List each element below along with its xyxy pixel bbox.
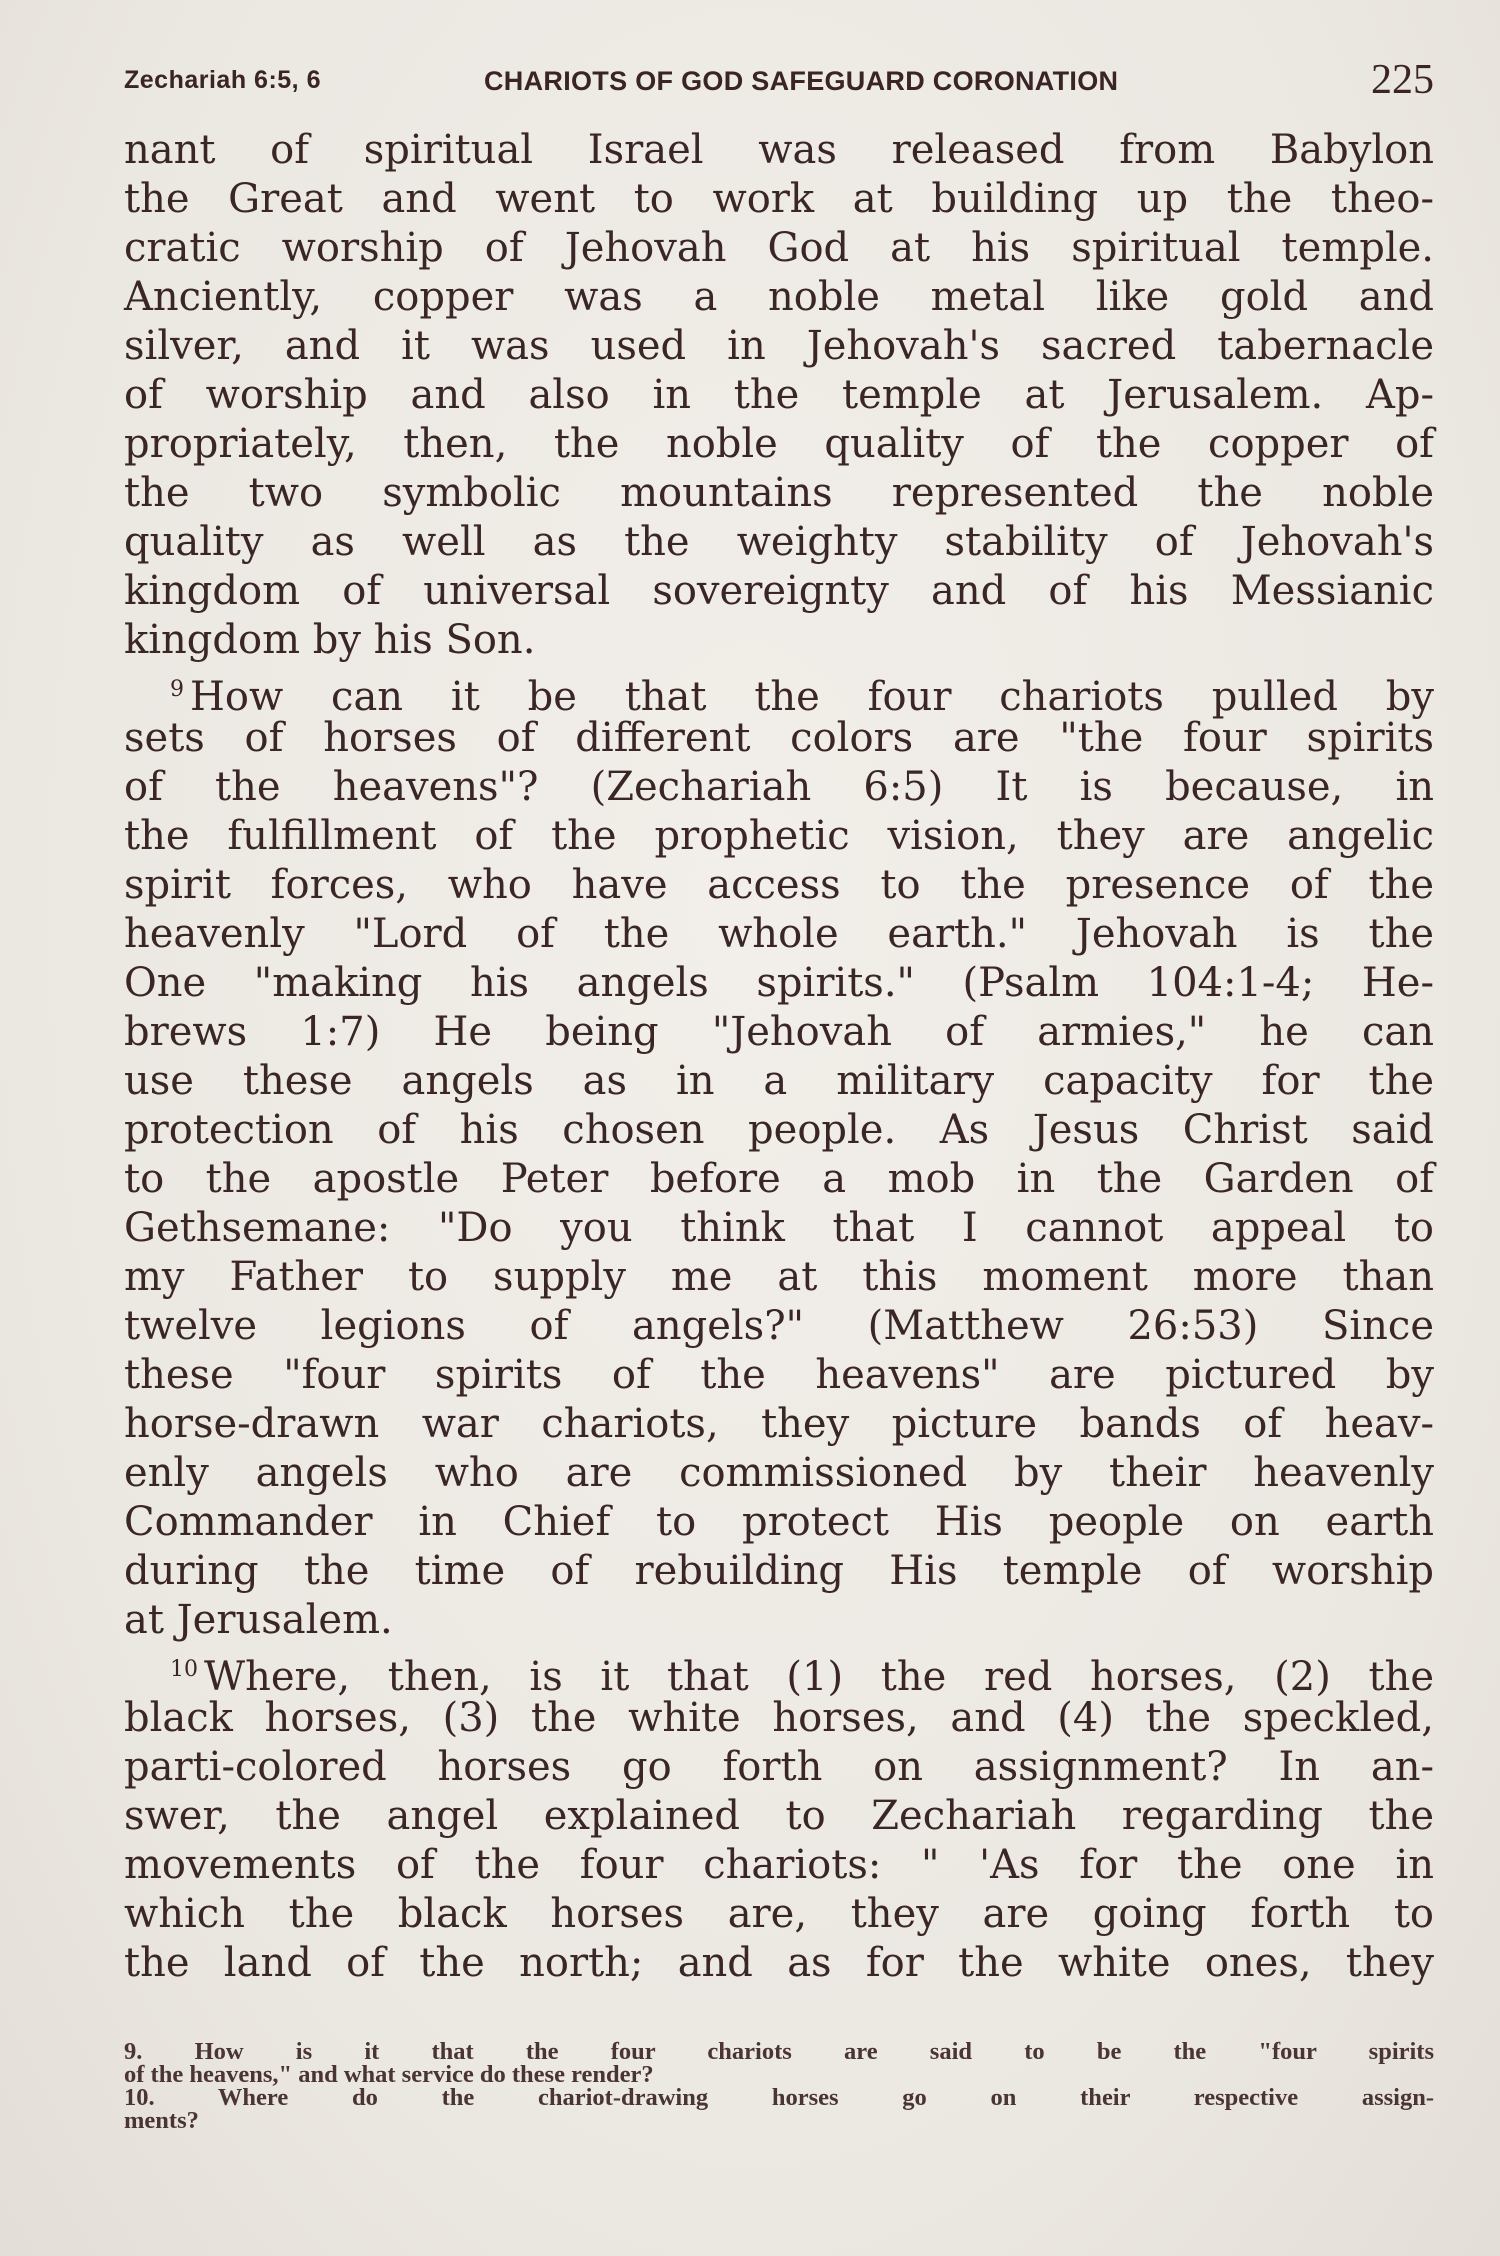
header-title: CHARIOTS OF GOD SAFEGUARD CORONATION xyxy=(484,66,1119,96)
body-line: Commander in Chief to protect His people on earth xyxy=(124,1499,1434,1545)
body-line: my Father to supply me at this moment more than xyxy=(124,1254,1434,1300)
body-line: silver, and it was used in Jehovah's sacred tabernacle xyxy=(124,323,1434,369)
body-line: the fulfillment of the prophetic vision, they are angelic xyxy=(124,813,1434,859)
body-line: kingdom of universal sovereignty and of his Messianic xyxy=(124,568,1434,614)
study-questions xyxy=(124,2040,1434,2132)
body-line: movements of the four chariots: " 'As for the one in xyxy=(124,1842,1434,1888)
body-line: quality as well as the weighty stability of Jehovah's xyxy=(124,519,1434,565)
body-line: Anciently, copper was a noble metal like gold and xyxy=(124,274,1434,320)
body-line: protection of his chosen people. As Jesus Christ said xyxy=(124,1107,1434,1153)
body-line: brews 1:7) He being "Jehovah of armies," he can xyxy=(124,1009,1434,1055)
body-line: of the heavens"? (Zechariah 6:5) It is because, in xyxy=(124,764,1434,810)
body-line: heavenly "Lord of the whole earth." Jehovah is the xyxy=(124,911,1434,957)
paragraph-number: 10 xyxy=(170,1657,198,1682)
body-line: the Great and went to work at building up the theo- xyxy=(124,176,1434,222)
running-header xyxy=(124,52,1434,108)
body-line: nant of spiritual Israel was released from Babylon xyxy=(124,127,1434,173)
body-line: kingdom by his Son. xyxy=(124,617,536,663)
body-line: use these angels as in a military capacity for the xyxy=(124,1058,1434,1104)
body-line: of worship and also in the temple at Jerusalem. Ap- xyxy=(124,372,1434,418)
body-line: swer, the angel explained to Zechariah regarding the xyxy=(124,1793,1434,1839)
body-line: Gethsemane: "Do you think that I cannot appeal to xyxy=(124,1205,1434,1251)
paragraph-9-first-line xyxy=(124,665,1434,720)
body-line: horse-drawn war chariots, they picture bands of heav- xyxy=(124,1401,1434,1447)
body-line: cratic worship of Jehovah God at his spiritual temple. xyxy=(124,225,1434,271)
body-line: spirit forces, who have access to the presence of the xyxy=(124,862,1434,908)
footnote-line: of the heavens," and what service do these render? xyxy=(124,2061,654,2088)
header-reference: Zechariah 6:5, 6 xyxy=(124,66,321,94)
body-line: enly angels who are commissioned by their heavenly xyxy=(124,1450,1434,1496)
body-line: How can it be that the four chariots pulled by xyxy=(190,674,1434,720)
body-line: the land of the north; and as for the white ones, they xyxy=(124,1940,1434,1986)
body-line: propriately, then, the noble quality of the copper of xyxy=(124,421,1434,467)
footnote-line: 9. How is it that the four chariots are said to be the "four spirits xyxy=(124,2038,1434,2065)
footnote-line: ments? xyxy=(124,2107,199,2134)
body-line: twelve legions of angels?" (Matthew 26:53) Since xyxy=(124,1303,1434,1349)
body-line: during the time of rebuilding His temple of worship xyxy=(124,1548,1434,1594)
body-line: at Jerusalem. xyxy=(124,1597,393,1643)
body-line: Where, then, is it that (1) the red horses, (2) the xyxy=(204,1654,1434,1700)
body-line: One "making his angels spirits." (Psalm 104:1-4; He- xyxy=(124,960,1434,1006)
page-number: 225 xyxy=(1371,57,1434,103)
body-line: these "four spirits of the heavens" are pictured by xyxy=(124,1352,1434,1398)
body-line: parti-colored horses go forth on assignment? In an- xyxy=(124,1744,1434,1790)
body-line: to the apostle Peter before a mob in the Garden of xyxy=(124,1156,1434,1202)
body-line: the two symbolic mountains represented the noble xyxy=(124,470,1434,516)
body-line: which the black horses are, they are going forth to xyxy=(124,1891,1434,1937)
body-line: black horses, (3) the white horses, and (4) the speckled, xyxy=(124,1695,1434,1741)
paragraph-10-first-line xyxy=(124,1645,1434,1700)
paragraph-number: 9 xyxy=(170,677,184,702)
footnote-line: 10. Where do the chariot-drawing horses go on their respective assign- xyxy=(124,2084,1434,2111)
body-text xyxy=(124,126,1434,1988)
body-line: sets of horses of different colors are "the four spirits xyxy=(124,715,1434,761)
